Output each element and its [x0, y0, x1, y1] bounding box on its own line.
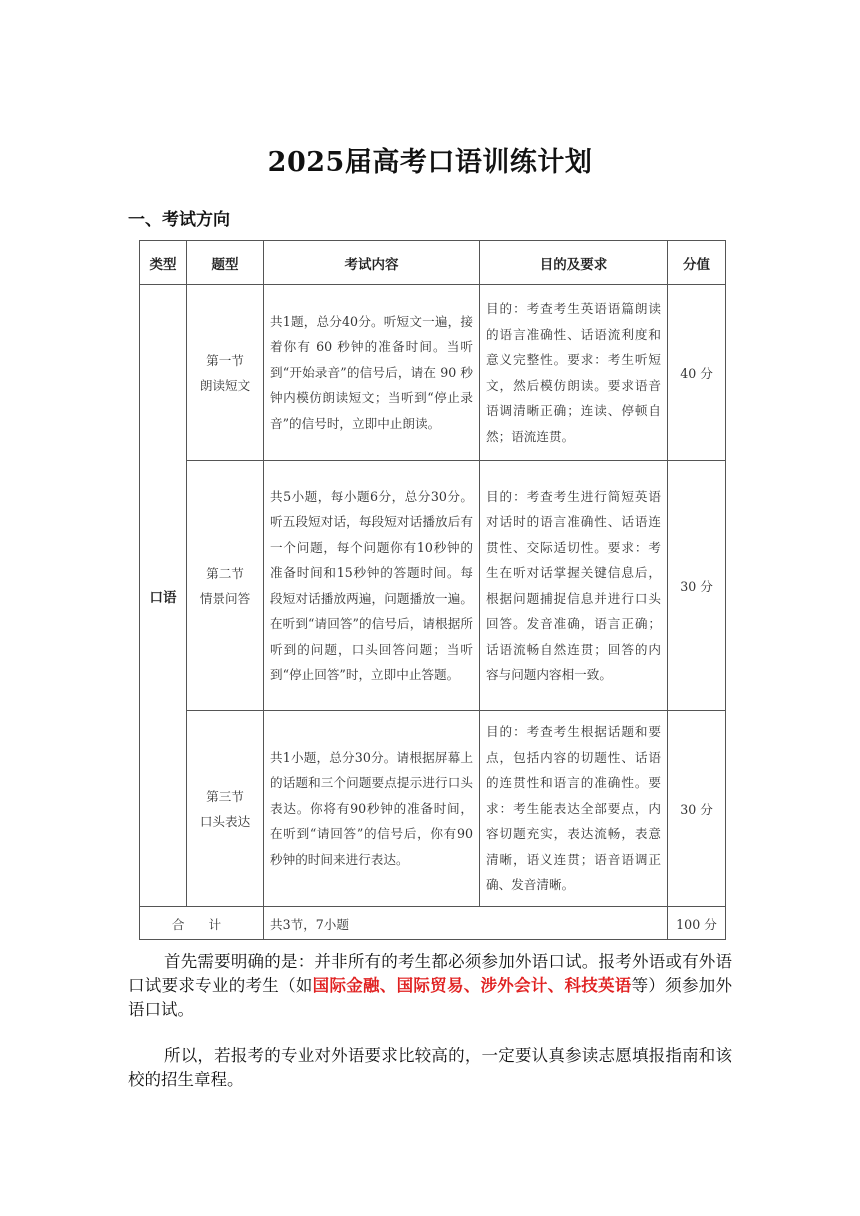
- content-cell: 共1题，总分40分。听短文一遍，接着你有 60 秒钟的准备时间。当听到“开始录音”的信号后，请在 90 秒钟内模仿朗读短文；当听到“停止录音”的信号时，立即中止朗读。: [264, 285, 480, 461]
- paragraph-1: [128, 950, 732, 1022]
- total-label: 合 计: [140, 907, 264, 940]
- section-cell: [187, 461, 264, 711]
- paragraph-2: 所以，若报考的专业对外语要求比较高的，一定要认真参读志愿填报指南和该校的招生章程。: [128, 1046, 732, 1089]
- table-header-row: [140, 241, 726, 285]
- total-content: 共3节，7小题: [264, 907, 668, 940]
- section-cell: [187, 285, 264, 461]
- header-content: 考试内容: [264, 241, 480, 285]
- score-cell: 30 分: [668, 711, 726, 907]
- exam-table: [139, 240, 726, 940]
- section-number: 第二节: [206, 565, 244, 581]
- highlighted-majors: 国际金融、国际贸易、涉外会计、科技英语: [312, 976, 632, 995]
- header-score: 分值: [668, 241, 726, 285]
- paragraph-1-text-a: 首先需要明确的是：并非所有的考生都必须参加外语口试。报考外语或有外语口试要求专业的考生（如: [128, 952, 732, 995]
- table-row: [140, 711, 726, 907]
- total-row: [140, 907, 726, 940]
- type-cell: 口语: [140, 285, 187, 907]
- content-cell: 共1小题，总分30分。请根据屏幕上的话题和三个问题要点提示进行口头表达。你将有90秒钟的准备时间，在听到“请回答”的信号后，你有90秒钟的时间来进行表达。: [264, 711, 480, 907]
- section-name: 朗读短文: [199, 377, 251, 393]
- content-cell: 共5小题，每小题6分，总分30分。听五段短对话，每段短对话播放后有一个问题，每个问题你有10秒钟的准备时间和15秒钟的答题时间。每段短对话播放两遍，问题播放一遍。在听到“请回答”的信号后，请根据所听到的问题，口头回答问题；当听到“停止回答”时，立即中止答题。: [264, 461, 480, 711]
- section-cell: [187, 711, 264, 907]
- paragraph-1-text-b: 等）须参加外语口试。: [128, 976, 733, 1019]
- section-heading: 一、考试方向: [128, 210, 230, 230]
- table-row: [140, 285, 726, 461]
- total-score: 100 分: [668, 907, 726, 940]
- section-name: 情景问答: [199, 590, 251, 606]
- header-type: 类型: [140, 241, 187, 285]
- header-question-type: 题型: [187, 241, 264, 285]
- section-name: 口头表达: [199, 813, 251, 829]
- section-number: 第三节: [206, 788, 244, 804]
- page-title: 2025届高考口语训练计划: [267, 147, 593, 178]
- goal-cell: 目的：考查考生进行简短英语对话时的语言准确性、话语连贯性、交际适切性。要求：考生在听对话掌握关键信息后，根据问题捕捉信息并进行口头回答。发音准确，语言正确；话语流畅自然连贯；回答的内容与问题内容相一致。: [480, 461, 668, 711]
- goal-cell: 目的：考查考生根据话题和要点，包括内容的切题性、话语的连贯性和语言的准确性。要求：考生能表达全部要点，内容切题充实，表达流畅，表意清晰，语义连贯；语音语调正确、发音清晰。: [480, 711, 668, 907]
- score-cell: 40 分: [668, 285, 726, 461]
- section-number: 第一节: [206, 352, 244, 368]
- goal-cell: 目的：考查考生英语语篇朗读的语言准确性、话语流利度和意义完整性。要求：考生听短文，然后模仿朗读。要求语音语调清晰正确；连读、停顿自然；语流连贯。: [480, 285, 668, 461]
- header-goal: 目的及要求: [480, 241, 668, 285]
- score-cell: 30 分: [668, 461, 726, 711]
- table-row: [140, 461, 726, 711]
